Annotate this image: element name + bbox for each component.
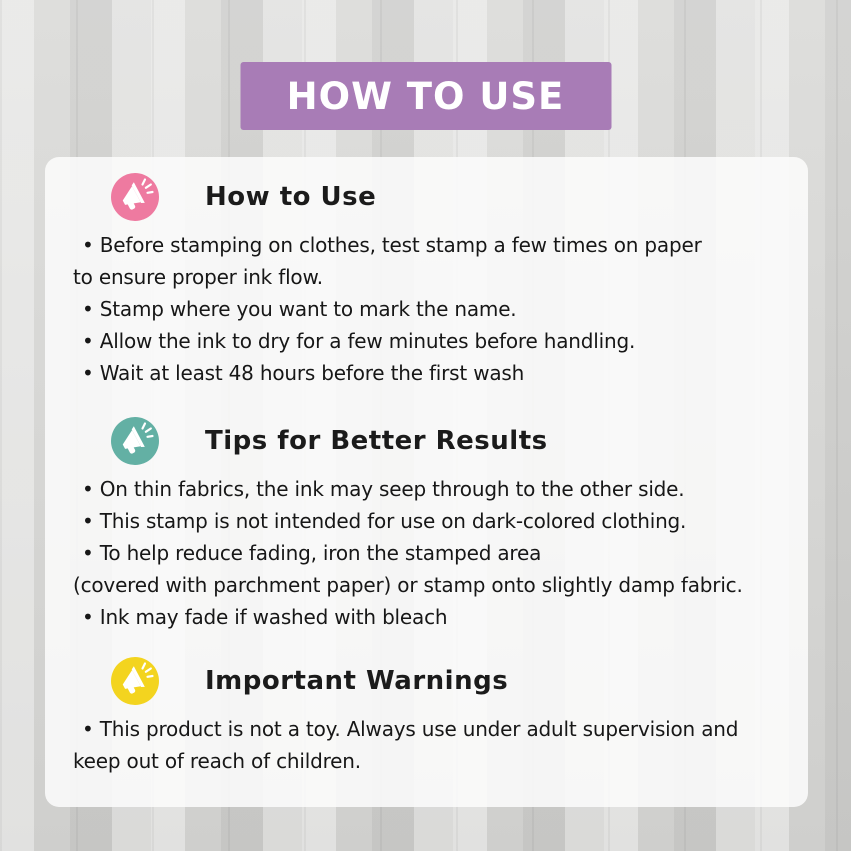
instructions-card <box>45 157 808 807</box>
bullet-list <box>73 229 790 389</box>
list-item: • Wait at least 48 hours before the first wash <box>82 361 525 385</box>
list-item: keep out of reach of children. <box>73 749 361 773</box>
section-header <box>111 417 790 465</box>
list-item: • Allow the ink to dry for a few minutes before handling. <box>82 329 636 353</box>
list-item: • Before stamping on clothes, test stamp a few times on paper <box>82 233 702 257</box>
banner-title: HOW TO USE <box>286 74 565 118</box>
section-header <box>111 173 790 221</box>
megaphone-icon <box>111 657 159 705</box>
list-item: • This product is not a toy. Always use under adult supervision and <box>82 717 739 741</box>
list-item: to ensure proper ink flow. <box>73 265 323 289</box>
section-how-to-use <box>73 173 790 389</box>
list-item: • On thin fabrics, the ink may seep through to the other side. <box>82 477 685 501</box>
section-title: Important Warnings <box>205 666 509 696</box>
megaphone-icon <box>111 417 159 465</box>
list-item: • To help reduce fading, iron the stamped area <box>82 541 542 565</box>
section-warnings <box>73 657 790 777</box>
list-item: • Ink may fade if washed with bleach <box>82 605 448 629</box>
section-title: How to Use <box>205 182 377 212</box>
section-tips <box>73 417 790 633</box>
how-to-use-banner <box>240 62 611 130</box>
megaphone-icon <box>111 173 159 221</box>
section-title: Tips for Better Results <box>205 426 548 456</box>
bullet-list <box>73 713 790 777</box>
list-item: (covered with parchment paper) or stamp onto slightly damp fabric. <box>73 573 743 597</box>
bullet-list <box>73 473 790 633</box>
list-item: • This stamp is not intended for use on dark-colored clothing. <box>82 509 687 533</box>
section-header <box>111 657 790 705</box>
list-item: • Stamp where you want to mark the name. <box>82 297 517 321</box>
